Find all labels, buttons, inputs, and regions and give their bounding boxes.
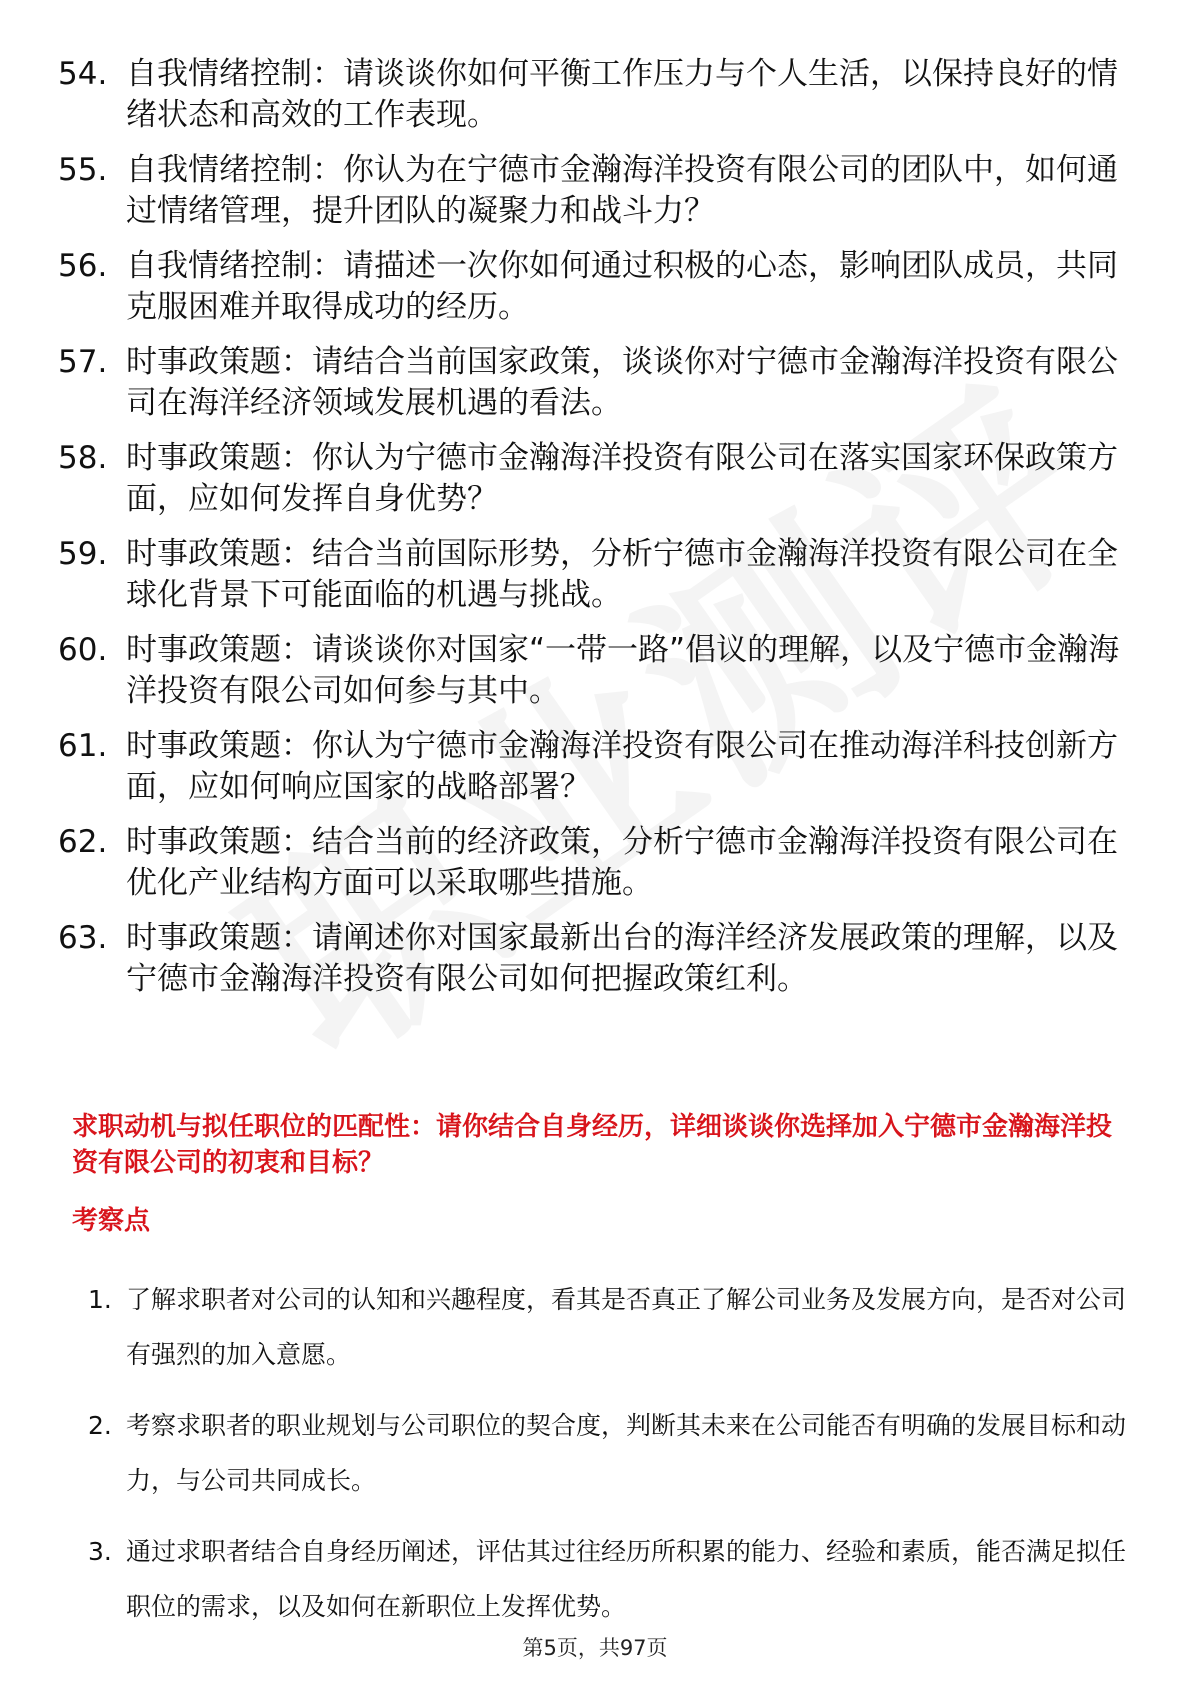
focus-point-item	[88, 1272, 1128, 1382]
question-item	[58, 534, 1128, 616]
question-item	[58, 438, 1128, 520]
question-item	[58, 150, 1128, 232]
section-title: 求职动机与拟任职位的匹配性：请你结合自身经历，详细谈谈你选择加入宁德市金瀚海洋投资有限公司的初衷和目标？	[72, 1112, 1113, 1178]
question-text: 时事政策题：结合当前国际形势，分析宁德市金瀚海洋投资有限公司在全球化背景下可能面临的机遇与挑战。	[126, 536, 1118, 613]
question-number: 57.	[58, 344, 108, 380]
question-item	[58, 918, 1128, 1000]
question-number: 63.	[58, 920, 108, 956]
question-item	[58, 822, 1128, 904]
question-text: 时事政策题：请阐述你对国家最新出台的海洋经济发展政策的理解，以及宁德市金瀚海洋投资有限公司如何把握政策红利。	[126, 920, 1118, 997]
focus-point-number: 2.	[88, 1411, 112, 1440]
question-item	[58, 54, 1128, 136]
question-text: 时事政策题：你认为宁德市金瀚海洋投资有限公司在推动海洋科技创新方面，应如何响应国家的战略部署？	[126, 728, 1118, 805]
question-number: 54.	[58, 56, 108, 92]
focus-point-text: 了解求职者对公司的认知和兴趣程度，看其是否真正了解公司业务及发展方向，是否对公司有强烈的加入意愿。	[126, 1285, 1127, 1369]
focus-point-number: 3.	[88, 1537, 112, 1566]
page-number: 第5页，共97页	[522, 1636, 668, 1660]
question-list	[58, 54, 1128, 1014]
focus-point-text: 通过求职者结合自身经历阐述，评估其过往经历所积累的能力、经验和素质，能否满足拟任职位的需求，以及如何在新职位上发挥优势。	[126, 1537, 1127, 1621]
question-number: 59.	[58, 536, 108, 572]
question-text: 自我情绪控制：请描述一次你如何通过积极的心态，影响团队成员，共同克服困难并取得成功的经历。	[126, 248, 1118, 325]
focus-point-item	[88, 1524, 1128, 1634]
question-number: 61.	[58, 728, 108, 764]
question-text: 自我情绪控制：你认为在宁德市金瀚海洋投资有限公司的团队中，如何通过情绪管理，提升团队的凝聚力和战斗力？	[126, 152, 1118, 229]
question-number: 62.	[58, 824, 108, 860]
focus-heading: 考察点	[72, 1206, 151, 1236]
focus-point-number: 1.	[88, 1285, 112, 1314]
question-text: 时事政策题：结合当前的经济政策，分析宁德市金瀚海洋投资有限公司在优化产业结构方面可以采取哪些措施。	[126, 824, 1118, 901]
question-item	[58, 342, 1128, 424]
question-text: 自我情绪控制：请谈谈你如何平衡工作压力与个人生活，以保持良好的情绪状态和高效的工作表现。	[126, 56, 1118, 133]
question-number: 55.	[58, 152, 108, 188]
focus-points-list	[88, 1272, 1128, 1650]
question-number: 58.	[58, 440, 108, 476]
focus-point-item	[88, 1398, 1128, 1508]
question-text: 时事政策题：你认为宁德市金瀚海洋投资有限公司在落实国家环保政策方面，应如何发挥自身优势？	[126, 440, 1118, 517]
focus-point-text: 考察求职者的职业规划与公司职位的契合度，判断其未来在公司能否有明确的发展目标和动力，与公司共同成长。	[126, 1411, 1127, 1495]
question-item	[58, 246, 1128, 328]
question-item	[58, 726, 1128, 808]
question-text: 时事政策题：请谈谈你对国家“一带一路”倡议的理解，以及宁德市金瀚海洋投资有限公司如何参与其中。	[126, 632, 1120, 709]
question-number: 60.	[58, 632, 108, 668]
question-item	[58, 630, 1128, 712]
question-number: 56.	[58, 248, 108, 284]
question-text: 时事政策题：请结合当前国家政策，谈谈你对宁德市金瀚海洋投资有限公司在海洋经济领域发展机遇的看法。	[126, 344, 1118, 421]
